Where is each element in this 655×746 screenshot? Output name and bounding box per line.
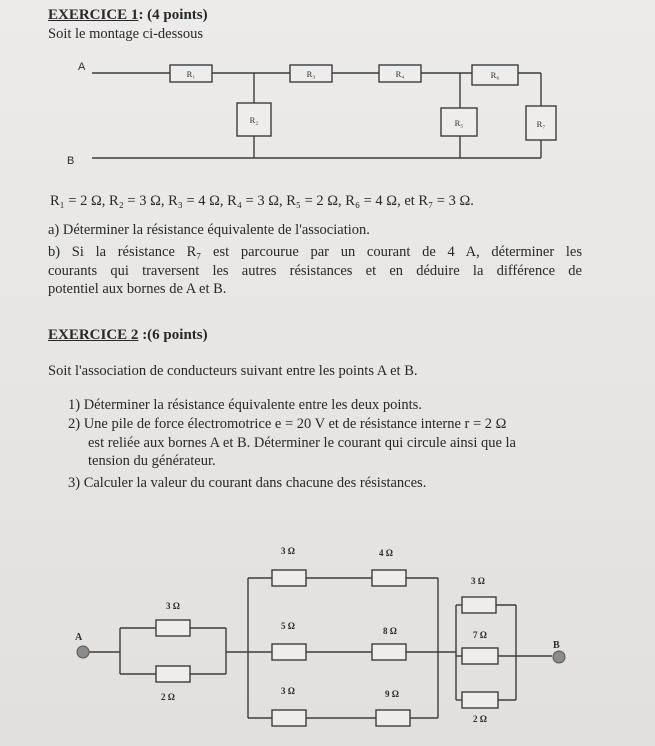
r7-label: R₇ [536, 119, 546, 129]
ex2-label-right-mid: 7 Ω [473, 630, 487, 640]
ex2-label-left-bottom: 2 Ω [161, 692, 175, 702]
ex2-resistor-right-top [462, 597, 496, 613]
ex1-points: : (4 points) [138, 7, 208, 23]
ex1-intro: Soit le montage ci-dessous [48, 26, 204, 42]
r4-label: R₄ [395, 69, 405, 79]
ex1-question-a: a) Déterminer la résistance équivalente de l'association. [48, 222, 370, 238]
r3-label: R₃ [306, 69, 316, 79]
ex2-resistor-row1-b [372, 570, 406, 586]
r6-label: R₆ [490, 70, 500, 80]
ex1-question-b-line2: courants qui traversent les autres résistances et en déduire la différence de [48, 263, 582, 279]
ex1-node-b: B [67, 155, 75, 167]
ex2-label-row1-b: 4 Ω [379, 548, 393, 558]
ex2-heading [48, 327, 208, 344]
ex2-question-2-line3: tension du générateur. [88, 453, 216, 469]
ex2-resistor-left-bottom [156, 666, 190, 682]
ex2-node-b: B [553, 640, 560, 651]
ex2-intro: Soit l'association de conducteurs suivant entre les points A et B. [48, 363, 418, 379]
ex1-values: R₁ = 2 Ω, R₂ = 3 Ω, R₃ = 4 Ω, R₄ = 3 Ω, R₅ = 2 Ω, R₆ = 4 Ω, et R₇ = 3 Ω. [50, 193, 474, 209]
ex2-resistor-row1-a [272, 570, 306, 586]
ex2-label-row1-a: 3 Ω [281, 546, 295, 556]
ex2-label-left-top: 3 Ω [166, 601, 180, 611]
ex1-question-b-line3: potentiel aux bornes de A et B. [48, 281, 227, 297]
ex2-node-a: A [75, 632, 83, 643]
ex2-terminal-b [553, 651, 565, 663]
ex2-question-1: 1) Déterminer la résistance équivalente entre les deux points. [68, 397, 422, 413]
ex1-node-a: A [78, 61, 86, 73]
ex2-resistor-row2-a [272, 644, 306, 660]
ex2-resistor-row3-b [376, 710, 410, 726]
ex2-resistor-row3-a [272, 710, 306, 726]
ex2-points: :(6 points) [138, 327, 208, 343]
ex2-label-row2-b: 8 Ω [383, 626, 397, 636]
ex2-question-2-line1: 2) Une pile de force électromotrice e = 20 V et de résistance interne r = 2 Ω [68, 416, 507, 432]
ex2-question-2-line2: est reliée aux bornes A et B. Déterminer le courant qui circule ainsi que la [88, 435, 516, 451]
ex2-resistor-right-bottom [462, 692, 498, 708]
ex2-label-right-bottom: 2 Ω [473, 714, 487, 724]
r2-label: R₂ [249, 115, 259, 125]
r1-label: R₁ [186, 69, 196, 79]
ex2-question-3: 3) Calculer la valeur du courant dans chacune des résistances. [68, 475, 427, 491]
r5-label: R₅ [454, 118, 464, 128]
ex2-resistor-row2-b [372, 644, 406, 660]
ex1-circuit-diagram [0, 0, 655, 200]
ex2-label-row3-a: 3 Ω [281, 686, 295, 696]
ex2-resistor-left-top [156, 620, 190, 636]
ex2-terminal-a [77, 646, 89, 658]
ex2-label-right-top: 3 Ω [471, 576, 485, 586]
ex2-label-row2-a: 5 Ω [281, 621, 295, 631]
ex1-question-b-line1: b) Si la résistance R₇ est parcourue par un courant de 4 A, déterminer les [48, 244, 582, 260]
ex1-title: EXERCICE 1 [48, 7, 139, 23]
ex2-resistor-right-mid [462, 648, 498, 664]
ex2-title: EXERCICE 2 [48, 327, 139, 343]
ex2-label-row3-b: 9 Ω [385, 689, 399, 699]
